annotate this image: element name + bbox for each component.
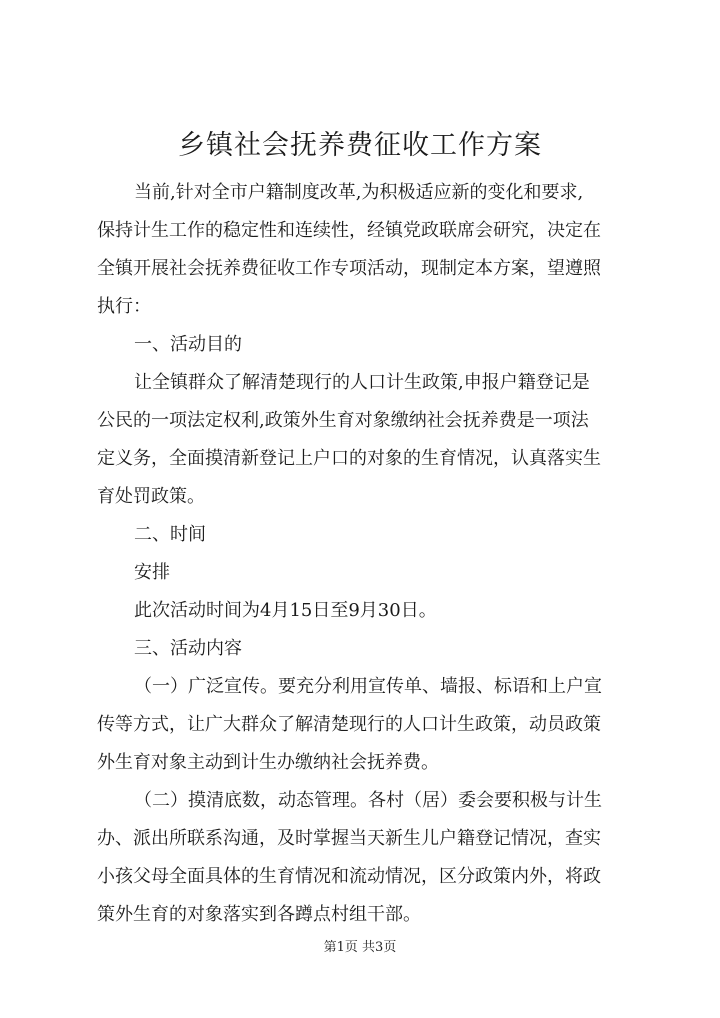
- paragraph: [97, 592, 637, 630]
- paragraph: [97, 668, 637, 782]
- paragraph: [97, 364, 637, 516]
- paragraph-line: 外生育对象主动到计生办缴纳社会抚养费。: [97, 752, 439, 773]
- paragraph-line: 此次活动时间为4月15日至9月30日。: [134, 600, 437, 621]
- paragraph-line: 传等方式，让广大群众了解清楚现行的人口计生政策，动员政策: [97, 714, 601, 735]
- paragraph-line: 公民的一项法定权利,政策外生育对象缴纳社会抚养费是一项法: [97, 410, 589, 431]
- paragraph-line: 育处罚政策。: [97, 486, 205, 507]
- paragraph-line: 三、活动内容: [134, 638, 242, 659]
- paragraph-line: 小孩父母全面具体的生育情况和流动情况，区分政策内外，将政: [97, 866, 601, 887]
- page-footer: 第1页 共3页: [323, 940, 397, 955]
- paragraph-line: 定义务，全面摸清新登记上户口的对象的生育情况，认真落实生: [97, 448, 601, 469]
- document-body: [97, 174, 637, 934]
- paragraph-line: 策外生育的对象落实到各蹲点村组干部。: [97, 904, 421, 925]
- paragraph-line: （一）广泛宣传。要充分利用宣传单、墙报、标语和上户宣: [134, 676, 602, 697]
- paragraph: [97, 174, 637, 326]
- paragraph-line: 保持计生工作的稳定性和连续性，经镇党政联席会研究，决定在: [97, 220, 601, 241]
- paragraph-line: 全镇开展社会抚养费征收工作专项活动，现制定本方案，望遵照: [97, 258, 601, 279]
- paragraph-line: 当前,针对全市户籍制度改革,为积极适应新的变化和要求,: [134, 182, 584, 203]
- paragraph-line: 一、活动目的: [134, 334, 242, 355]
- paragraph-line: 安排: [134, 562, 170, 583]
- paragraph: [97, 554, 637, 592]
- paragraph: [97, 516, 637, 554]
- paragraph-line: （二）摸清底数，动态管理。各村（居）委会要积极与计生: [134, 790, 602, 811]
- paragraph-line: 二、时间: [134, 524, 206, 545]
- document-title: 乡镇社会抚养费征收工作方案: [178, 130, 542, 161]
- paragraph-line: 办、派出所联系沟通，及时掌握当天新生儿户籍登记情况，查实: [97, 828, 601, 849]
- paragraph: [97, 782, 637, 934]
- paragraph: [97, 630, 637, 668]
- paragraph: [97, 326, 637, 364]
- paragraph-line: 执行：: [97, 296, 151, 317]
- paragraph-line: 让全镇群众了解清楚现行的人口计生政策,申报户籍登记是: [134, 372, 590, 393]
